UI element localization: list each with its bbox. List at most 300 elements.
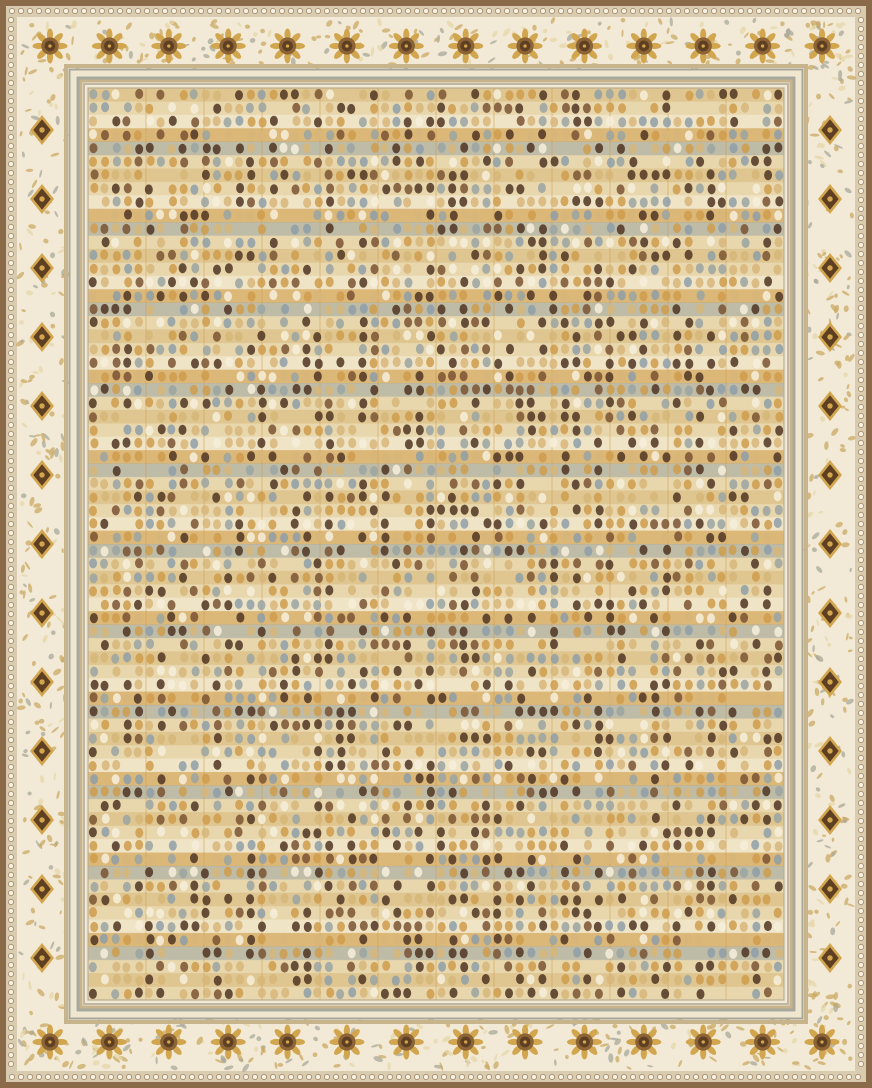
field-pebble (594, 935, 602, 945)
field-pebble (460, 183, 468, 193)
field-pebble (617, 518, 625, 528)
field-pebble (394, 666, 402, 676)
field-pebble (202, 882, 210, 892)
field-pebble (247, 371, 255, 381)
field-pebble (112, 774, 120, 784)
pearl-dot (270, 1074, 275, 1079)
field-pebble (505, 546, 513, 556)
field-pebble (775, 104, 783, 114)
field-pebble (427, 196, 435, 206)
field-pebble (460, 157, 468, 167)
field-pebble (684, 532, 692, 542)
field-pebble (338, 493, 346, 503)
field-pebble (381, 694, 389, 704)
rosette-medallion-icon (211, 28, 246, 63)
field-pebble (448, 854, 456, 864)
field-pebble (685, 386, 693, 396)
field-pebble (180, 827, 188, 837)
field-pebble (281, 545, 289, 555)
field-pebble (179, 868, 187, 878)
field-pebble (527, 881, 535, 891)
field-pebble (393, 746, 401, 756)
field-pebble (112, 384, 120, 394)
field-pebble (259, 198, 267, 208)
field-pebble (269, 774, 277, 784)
field-pebble (719, 117, 727, 127)
pearl-dot (639, 8, 644, 13)
field-pebble (89, 506, 97, 516)
pearl-dot (8, 341, 13, 346)
field-pebble (416, 344, 424, 354)
pearl-dot (423, 8, 428, 13)
pearl-dot (8, 215, 13, 220)
pearl-dot (858, 764, 863, 769)
field-pebble (134, 438, 142, 448)
field-pebble (493, 157, 501, 167)
field-pebble (303, 116, 311, 126)
field-pebble (583, 344, 591, 354)
field-pebble (304, 130, 312, 140)
field-pebble (483, 587, 491, 597)
field-pebble (437, 492, 445, 502)
field-pebble (584, 653, 592, 663)
field-pebble (124, 505, 132, 515)
field-pebble (314, 801, 322, 811)
field-pebble (302, 828, 310, 838)
field-pebble (337, 371, 345, 381)
field-pebble (650, 665, 658, 675)
field-pebble (113, 572, 121, 582)
field-pebble (673, 666, 681, 676)
field-pebble (427, 761, 435, 771)
field-pebble (438, 881, 446, 891)
field-pebble (259, 251, 267, 261)
field-pebble (471, 197, 479, 207)
field-pebble (403, 813, 411, 823)
field-pebble (773, 452, 781, 462)
field-pebble (506, 893, 514, 903)
field-pebble (281, 733, 289, 743)
field-pebble (270, 265, 278, 275)
pearl-dot (858, 935, 863, 940)
field-pebble (662, 399, 670, 409)
field-pebble (449, 841, 457, 851)
field-pebble (257, 451, 265, 461)
pearl-dot (858, 665, 863, 670)
field-pebble (213, 91, 221, 101)
pearl-dot (846, 1074, 851, 1079)
field-pebble (393, 183, 401, 193)
field-pebble (719, 948, 727, 958)
field-pebble (594, 344, 602, 354)
pearl-dot (8, 548, 13, 553)
field-pebble (426, 480, 434, 490)
field-pebble (135, 358, 143, 368)
field-pebble (113, 331, 121, 341)
field-pebble (662, 317, 670, 327)
pearl-dot (567, 1074, 572, 1079)
field-pebble (291, 734, 299, 744)
field-pebble (315, 841, 323, 851)
field-pebble (493, 988, 501, 998)
field-pebble (337, 760, 345, 770)
field-pebble (191, 143, 199, 153)
field-pebble (472, 545, 480, 555)
field-pebble (639, 479, 647, 489)
field-pebble (369, 493, 377, 503)
field-pebble (158, 452, 166, 462)
field-pebble (740, 505, 748, 515)
field-pebble (236, 908, 244, 918)
pearl-dot (36, 8, 41, 13)
field-pebble (561, 546, 569, 556)
field-pebble (460, 545, 468, 555)
pearl-dot (162, 1074, 167, 1079)
field-pebble (90, 304, 98, 314)
field-pebble (360, 157, 368, 167)
field-pebble (101, 304, 109, 314)
field-pebble (212, 587, 220, 597)
field-pebble (729, 170, 737, 180)
field-pebble (135, 881, 143, 891)
field-pebble (516, 170, 524, 180)
field-pebble (437, 198, 445, 208)
pearl-dot (621, 8, 626, 13)
field-pebble (89, 761, 97, 771)
pearl-dot (810, 1074, 815, 1079)
field-pebble (516, 947, 524, 957)
field-pebble (594, 277, 602, 287)
field-pebble (561, 867, 569, 877)
field-pebble (371, 786, 379, 796)
field-pebble (483, 573, 491, 583)
field-pebble (662, 653, 670, 663)
field-pebble (247, 868, 255, 878)
field-pebble (100, 411, 108, 421)
field-pebble (763, 291, 771, 301)
field-pebble (403, 988, 411, 998)
field-pebble (437, 868, 445, 878)
field-pebble (639, 210, 647, 220)
field-pebble (100, 250, 108, 260)
pearl-dot (8, 638, 13, 643)
field-pebble (527, 250, 535, 260)
field-pebble (673, 331, 681, 341)
field-pebble (483, 734, 491, 744)
field-pebble (201, 358, 209, 368)
field-pebble (493, 143, 501, 153)
field-pebble (527, 813, 535, 823)
field-pebble (639, 330, 647, 340)
field-pebble (248, 412, 256, 422)
field-pebble (437, 277, 445, 287)
field-pebble (651, 587, 659, 597)
field-pebble (124, 720, 132, 730)
field-pebble (539, 116, 547, 126)
field-pebble (550, 706, 558, 716)
field-pebble (247, 90, 255, 100)
field-pebble (674, 908, 682, 918)
field-pebble (427, 787, 435, 797)
field-pebble (594, 184, 602, 194)
field-pebble (427, 518, 435, 528)
field-pebble (381, 412, 389, 422)
field-pebble (89, 989, 97, 999)
field-pebble (270, 627, 278, 637)
field-pebble (685, 237, 693, 247)
field-pebble (729, 426, 737, 436)
pearl-dot (858, 809, 863, 814)
field-pebble (764, 317, 772, 327)
field-pebble (101, 130, 109, 140)
field-pebble (190, 223, 198, 233)
field-pebble (403, 531, 411, 541)
pearl-dot (8, 683, 13, 688)
field-pebble (122, 707, 130, 717)
pearl-dot (675, 8, 680, 13)
field-pebble (505, 304, 513, 314)
field-pebble (495, 759, 503, 769)
pearl-dot (8, 998, 13, 1003)
pearl-dot (858, 107, 863, 112)
pearl-dot (858, 980, 863, 985)
field-pebble (472, 761, 480, 771)
field-pebble (258, 761, 266, 771)
field-pebble (314, 788, 322, 798)
field-pebble (459, 640, 467, 650)
field-pebble (482, 881, 490, 891)
field-pebble (157, 826, 165, 836)
field-pebble (629, 157, 637, 167)
pearl-dot (72, 8, 77, 13)
field-pebble (539, 426, 547, 436)
field-pebble (516, 144, 524, 154)
field-pebble (258, 828, 266, 838)
pearl-dot (27, 1074, 32, 1079)
field-pebble (404, 962, 412, 972)
field-pebble (685, 411, 693, 421)
field-pebble (506, 773, 514, 783)
field-pebble (639, 251, 647, 261)
field-pebble (348, 585, 356, 595)
field-pebble (460, 962, 468, 972)
field-pebble (90, 426, 98, 436)
field-pebble (191, 519, 199, 529)
field-pebble (393, 761, 401, 771)
field-pebble (596, 399, 604, 409)
field-pebble (112, 264, 120, 274)
field-pebble (741, 156, 749, 166)
field-pebble (730, 223, 738, 233)
pearl-dot (8, 431, 13, 436)
field-pebble (403, 264, 411, 274)
pearl-dot (765, 8, 770, 13)
field-pebble (572, 104, 580, 114)
field-pebble (236, 667, 244, 677)
field-pebble (673, 881, 681, 891)
field-pebble (650, 894, 658, 904)
pearl-dot (8, 53, 13, 58)
field-pebble (483, 706, 491, 716)
field-pebble (257, 894, 265, 904)
field-pebble (201, 426, 209, 436)
field-pebble (742, 961, 750, 971)
pearl-dot (8, 926, 13, 931)
rosette-medallion-icon (33, 28, 68, 63)
field-pebble (483, 371, 491, 381)
field-pebble (494, 774, 502, 784)
field-pebble (157, 157, 165, 167)
field-pebble (135, 706, 143, 716)
field-pebble (169, 801, 177, 811)
field-pebble (482, 237, 490, 247)
field-pebble (157, 117, 165, 127)
pearl-dot (858, 1052, 863, 1057)
field-pebble (673, 278, 681, 288)
field-pebble (618, 290, 626, 300)
field-pebble (90, 385, 98, 395)
field-pebble (302, 183, 310, 193)
field-pebble (706, 533, 714, 543)
field-pebble (201, 746, 209, 756)
pearl-dot (774, 1074, 779, 1079)
pearl-dot (432, 8, 437, 13)
field-pebble (268, 894, 276, 904)
pearl-dot (8, 746, 13, 751)
pearl-dot (234, 8, 239, 13)
pearl-dot (810, 8, 815, 13)
pearl-dot (8, 728, 13, 733)
field-pebble (707, 399, 715, 409)
field-pebble (156, 988, 164, 998)
field-pebble (392, 318, 400, 328)
field-pebble (203, 546, 211, 556)
field-pebble (89, 103, 97, 113)
field-pebble (438, 813, 446, 823)
field-pebble (527, 465, 535, 475)
field-pebble (124, 183, 132, 193)
field-pebble (573, 438, 581, 448)
field-pebble (561, 277, 569, 287)
field-pebble (753, 680, 761, 690)
field-pebble (403, 613, 411, 623)
field-pebble (347, 733, 355, 743)
field-pebble (394, 880, 402, 890)
field-pebble (314, 975, 322, 985)
field-pebble (651, 908, 659, 918)
field-pebble (684, 773, 692, 783)
field-pebble (673, 840, 681, 850)
field-pebble (415, 707, 423, 717)
field-pebble (506, 384, 514, 394)
field-pebble (695, 572, 703, 582)
field-pebble (224, 666, 232, 676)
field-pebble (134, 639, 142, 649)
field-pebble (517, 197, 525, 207)
field-pebble (427, 613, 435, 623)
field-pebble (482, 962, 490, 972)
field-pebble (371, 692, 379, 702)
field-pebble (89, 545, 97, 555)
field-pebble (281, 962, 289, 972)
pearl-dot (8, 35, 13, 40)
field-pebble (516, 89, 524, 99)
field-pebble (280, 666, 288, 676)
field-pebble (292, 828, 300, 838)
pearl-dot (8, 125, 13, 130)
field-pebble (729, 559, 737, 569)
field-pebble (146, 907, 154, 917)
field-pebble (313, 853, 321, 863)
field-pebble (651, 451, 659, 461)
field-pebble (168, 358, 176, 368)
field-pebble (370, 518, 378, 528)
field-pebble (672, 800, 680, 810)
field-pebble (336, 989, 344, 999)
pearl-dot (585, 8, 590, 13)
field-pebble (550, 868, 558, 878)
field-pebble (450, 587, 458, 597)
field-pebble (651, 252, 659, 262)
field-pebble (304, 974, 312, 984)
field-pebble (190, 129, 198, 139)
field-pebble (314, 117, 322, 127)
field-pebble (438, 317, 446, 327)
field-pebble (112, 545, 120, 555)
field-pebble (741, 317, 749, 327)
field-pebble (662, 786, 670, 796)
field-pebble (168, 344, 176, 354)
field-pebble (337, 438, 345, 448)
field-pebble (426, 157, 434, 167)
field-pebble (415, 464, 423, 474)
field-pebble (494, 853, 502, 863)
field-pebble (191, 773, 199, 783)
field-pebble (236, 197, 244, 207)
field-pebble (325, 399, 333, 409)
field-pebble (460, 170, 468, 180)
field-pebble (225, 130, 233, 140)
field-pebble (168, 532, 176, 542)
field-pebble (124, 344, 132, 354)
field-pebble (528, 961, 536, 971)
field-pebble (729, 707, 737, 717)
field-pebble (774, 547, 782, 557)
field-pebble (370, 987, 378, 997)
field-pebble (549, 813, 557, 823)
field-pebble (493, 546, 501, 556)
field-pebble (371, 666, 379, 676)
field-pebble (448, 493, 456, 503)
field-pebble (437, 170, 445, 180)
field-pebble (404, 573, 412, 583)
field-pebble (225, 223, 233, 233)
field-pebble (483, 130, 491, 140)
field-pebble (180, 319, 188, 329)
pearl-dot (858, 728, 863, 733)
field-pebble (528, 425, 536, 435)
pearl-dot (738, 8, 743, 13)
field-pebble (336, 680, 344, 690)
field-pebble (538, 183, 546, 193)
field-pebble (270, 90, 278, 100)
field-pebble (495, 827, 503, 837)
field-pebble (167, 317, 175, 327)
field-pebble (268, 424, 276, 434)
field-pebble (89, 157, 97, 167)
field-pebble (225, 250, 233, 260)
field-pebble (730, 345, 738, 355)
